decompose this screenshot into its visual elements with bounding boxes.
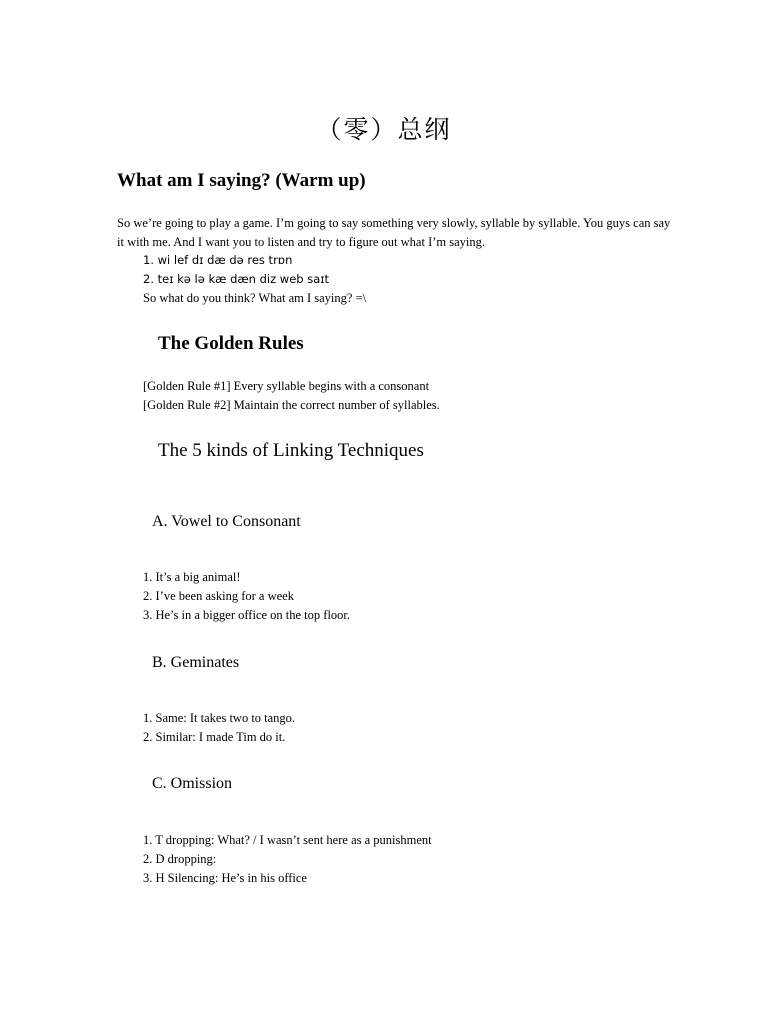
section-c-item-1: 1. T dropping: What? / I wasn’t sent here as a punishment	[143, 833, 432, 847]
warmup-intro-paragraph: So we’re going to play a game. I’m going to say something very slowly, syllable by syllable. You guys can say it with me. And I want you to listen and try to figure out what I’m saying.	[117, 216, 671, 249]
section-a-item-3: 3. He’s in a bigger office on the top floor.	[143, 608, 351, 622]
section-a-item-1: 1. It’s a big animal!	[143, 570, 241, 584]
section-a-heading: A. Vowel to Consonant	[152, 513, 301, 530]
section-b-heading: B. Geminates	[152, 654, 240, 671]
section-b-item-2: 2. Similar: I made Tim do it.	[143, 730, 286, 744]
golden-rules-heading: The Golden Rules	[158, 333, 304, 354]
warmup-item-2: 2. teɪ kə lə kæ dæn diz web saɪt	[143, 272, 330, 286]
golden-rule-2: [Golden Rule #2] Maintain the correct number of syllables.	[143, 398, 440, 412]
golden-rule-1: [Golden Rule #1] Every syllable begins with a consonant	[143, 379, 430, 393]
section-c-item-2: 2. D dropping:	[143, 852, 217, 866]
warmup-question: So what do you think? What am I saying? =\	[143, 291, 367, 305]
warmup-heading: What am I saying? (Warm up)	[117, 170, 366, 191]
section-c-heading: C. Omission	[152, 775, 233, 792]
page-title: （零）总纲	[316, 117, 452, 144]
section-c-item-3: 3. H Silencing: He’s in his office	[143, 871, 307, 885]
section-a-item-2: 2. I’ve been asking for a week	[143, 589, 294, 603]
section-b-item-1: 1. Same: It takes two to tango.	[143, 711, 296, 725]
linking-techniques-heading: The 5 kinds of Linking Techniques	[158, 440, 424, 461]
warmup-item-1: 1. wi lef dɪ dæ də res trɒn	[143, 253, 293, 267]
